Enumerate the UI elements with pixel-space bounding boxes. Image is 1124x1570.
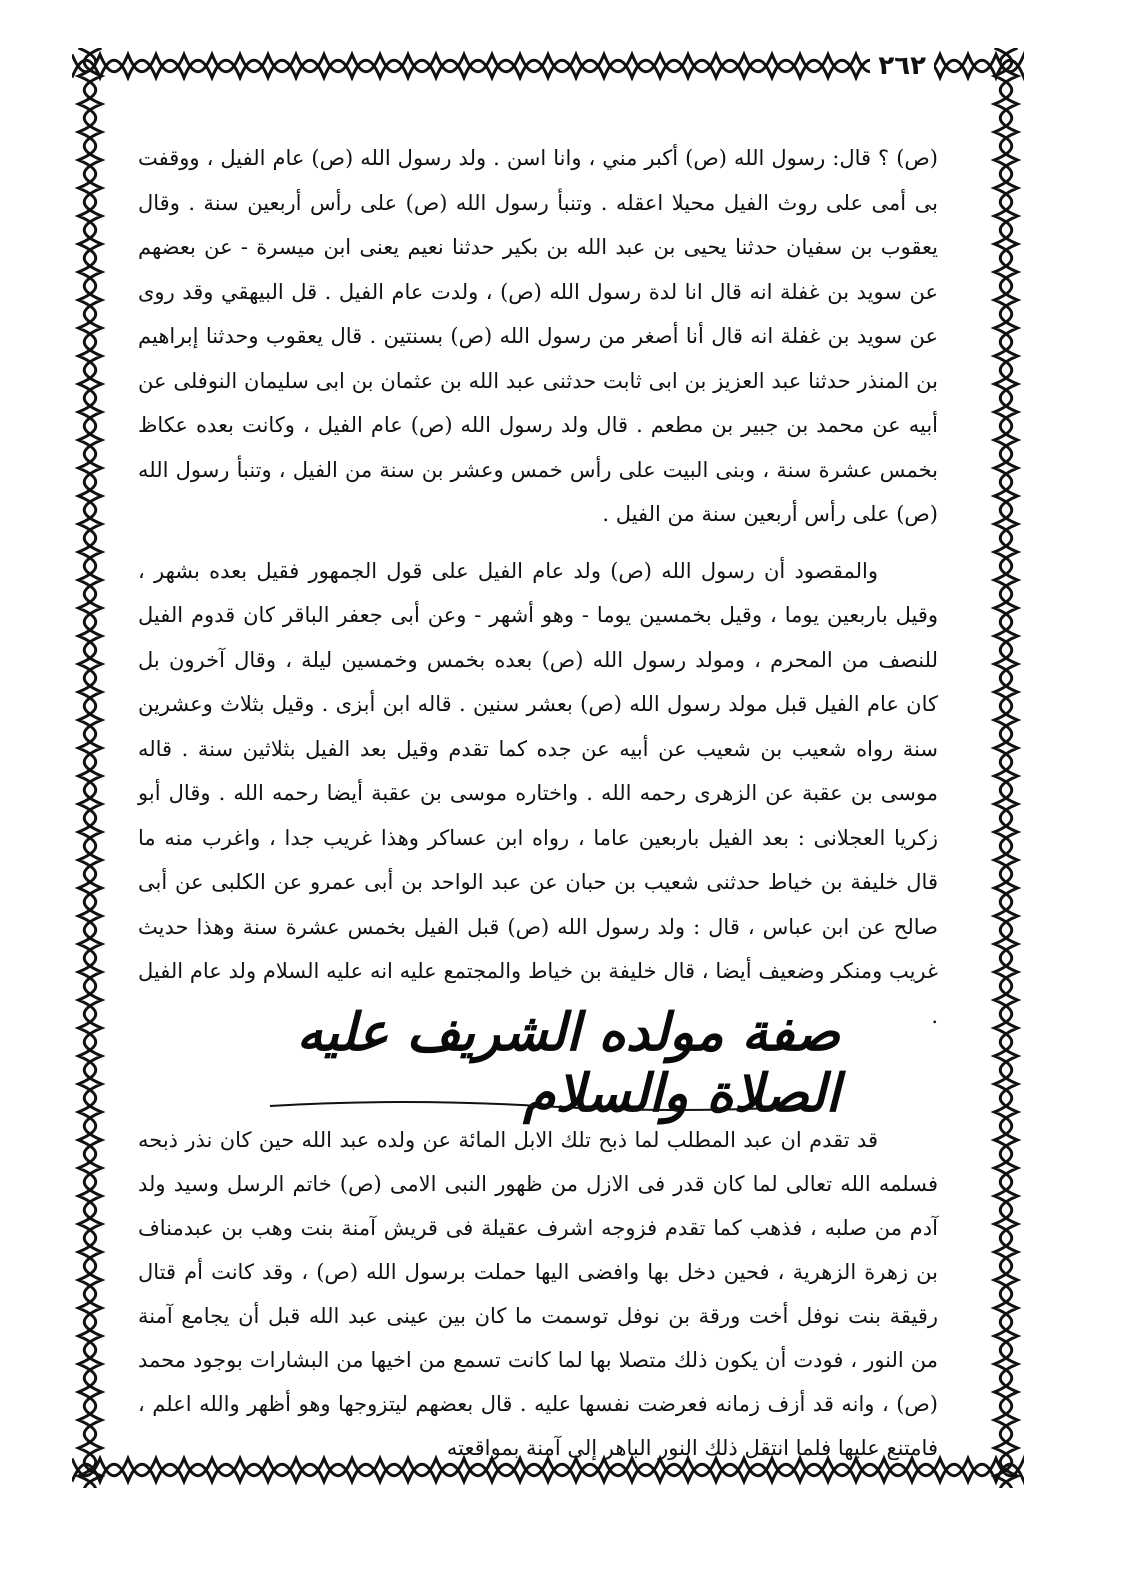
second-text-block xyxy=(138,1118,938,1470)
page-number: ٢٦٢ xyxy=(870,50,934,82)
section-heading: صفة مولده الشريف عليه الصلاة والسلام xyxy=(296,1002,840,1124)
main-text-block xyxy=(138,136,938,1038)
ornamental-border-right xyxy=(988,48,1024,1488)
paragraph-2: والمقصود أن رسول الله (ص) ولد عام الفيل على قول الجمهور فقيل بعده بشهر ، وقيل باربعين يوما ، وقيل بخمسين يوما - وهو أشهر - وعن أبى جعفر الباقر كان قدوم الفيل للنصف من المحرم ، ومولد رسول الله (ص) بعده بخمس وخمسين ليلة ، وقال آخرون بل كان عام الفيل قبل مولد رسول الله (ص) بعشر سنين . قاله ابن أبزى . وقيل بثلاث وعشرين سنة رواه شعيب بن شعيب عن أبيه عن جده كما تقدم وقيل بعد الفيل بثلاثين سنة . قاله موسى بن عقبة عن الزهرى رحمه الله . واختاره موسى بن عقبة أيضا رحمه الله . وقال أبو زكريا العجلانى : بعد الفيل باربعين عاما ، رواه ابن عساكر وهذا غريب جدا ، واغرب منه ما قال خليفة بن خياط حدثنى شعيب بن حبان عن عبد الواحد بن أبى عمرو عن الكلبى عن أبى صالح عن ابن عباس ، قال : ولد رسول الله (ص) قبل الفيل بخمس عشرة سنة وهذا حديث غريب ومنكر وضعيف أيضا ، قال خليفة بن خياط والمجتمع عليه انه عليه السلام ولد عام الفيل . xyxy=(138,558,938,1028)
ornamental-border-left xyxy=(72,48,108,1488)
paragraph-1: (ص) ؟ قال: رسول الله (ص) أكبر مني ، وانا اسن . ولد رسول الله (ص) عام الفيل ، ووقفت بى أمى على روث الفيل محيلا اعقله . وتنبأ رسول الله (ص) على رأس أربعين سنة . وقال يعقوب بن سفيان حدثنا يحيى بن عبد الله بن بكير حدثنا نعيم يعنى ابن ميسرة - عن بعضهم عن سويد بن غفلة انه قال انا لدة رسول الله (ص) ، ولدت عام الفيل . قل البيهقي وقد روى عن سويد بن غفلة انه قال أنا أصغر من رسول الله (ص) بسنتين . قال يعقوب وحدثنا إبراهيم بن المنذر حدثنا عبد العزيز بن ابى ثابت حدثنى عبد الله بن عثمان بن ابى سليمان النوفلى عن أبيه عن محمد بن جبير بن مطعم . قال ولد رسول الله (ص) عام الفيل ، وكانت بعده عكاظ بخمس عشرة سنة ، وبنى البيت على رأس خمس وعشر بن سنة من الفيل ، وتنبأ رسول الله (ص) على رأس أربعين سنة من الفيل . xyxy=(138,146,938,526)
heading-flourish xyxy=(260,1100,820,1112)
paragraph-3: قد تقدم ان عبد المطلب لما ذبح تلك الابل المائة عن ولده عبد الله حين كان نذر ذبحه فسلمه الله تعالى لما كان قدر فى الازل من ظهور النبى الامى (ص) خاتم الرسل وسيد ولد آدم من صلبه ، فذهب كما تقدم فزوجه اشرف عقيلة فى قريش آمنة بنت وهب بن عبدمناف بن زهرة الزهرية ، فحين دخل بها وافضى اليها حملت برسول الله (ص) ، وقد كانت أم قتال رقيقة بنت نوفل أخت ورقة بن نوفل توسمت ما كان بين عينى عبد الله قبل أن يجامع آمنة من النور ، فودت أن يكون ذلك متصلا بها لما كانت تسمع من اخيها من البشارات بوجود محمد (ص) ، وانه قد أزف زمانه فعرضت نفسها عليه . قال بعضهم ليتزوجها وهو أظهر والله اعلم ، فامتنع عليها فلما انتقل ذلك النور الباهر إلى آمنة بمواقعته xyxy=(138,1128,939,1460)
